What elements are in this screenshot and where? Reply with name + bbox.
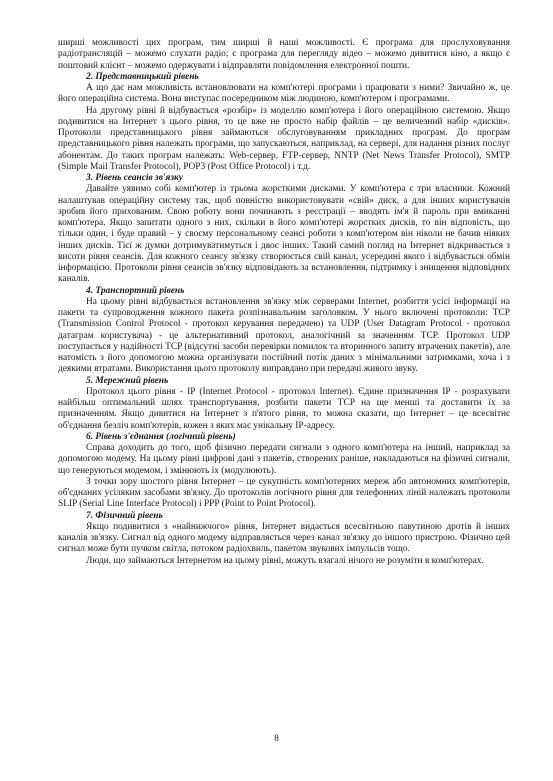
page-content [58, 38, 510, 567]
paragraph: А що дає нам можливість встановлювати на комп'ютері програми і працювати з ними? Звичайно ж, це його операційна система. Вона виступає посередником між людиною, комп'ютером і програмами. [58, 83, 510, 105]
paragraph: З точки зору шостого рівня Інтернет – це сукупність комп'ютерних мереж або автономних комп'ютерів, об'єднаних усіляким засобами зв'язку. До протоколів логічного рівня для телефонних ліній належать протоколи SLIP (Serial Line Interface Protocol) і PPP (Point to Point Protocol). [58, 476, 510, 510]
paragraph: На цьому рівні відбувається встановлення зв'язку між серверами Internet, розбиття усієї інформації на пакети та супроводження кожного пакета розпізнавальним заголовком. У нього включені протоколи: TCP (Transmission Control Protocol - протокол керування передачею) та UDP (User Datagram Protocol - протокол датаграм користувача) - це альтернативний протокол, аналогічний за значенням TCP. Протокол UDP поступається у надійності TCP (відсутні засоби перевірки помилок та вторинного запиту втрачених пакетів), але натомість з його допомогою можна організувати постійний потік даних з мінімальними затримками, хоча і з деякими втратами. Використання цього протоколу виправдано при передачі живого звуку. [58, 296, 510, 375]
section-heading-physical-level: 7. Фізичний рівень [86, 510, 163, 521]
paragraph: Люди, що займаються Інтернетом на цьому рівні, можуть взагалі нічого не розуміти в комп'ютерах. [86, 555, 484, 566]
section-heading-link-level: 6. Рівень з'єднання (логічний рівень) [86, 431, 236, 442]
paragraph: Якщо подивитися з «найнижчого» рівня, Інтернет видається всесвітньою павутиною дротів й інших каналів зв'язку. Сигнал від одного модему відправляється через канал зв'язку до іншого пристрою. Фізично цей сигнал може бути пучком світла, потоком радіохвиль, пакетом звукових імпульсів тощо. [58, 521, 510, 555]
section-heading-network-level: 5. Мережний рівень [86, 375, 169, 386]
paragraph: Протокол цього рівня - IP (Internet Protocol - протокол Internet). Єдине призначення IP - розрахувати найбільш оптимальний шлях транспортування, розбити пакети TCP на ще менші та доставити їх за призначенням. Якщо дивитися на Інтернет з п'ятого рівня, то можна сказати, що Інтернет – це всесвітнє об'єднання безліч комп'ютерів, кожен з яких має унікальну IP-адресу. [58, 386, 510, 431]
section-heading-session-level: 3. Рівень сеансів зв'язку [86, 173, 183, 183]
paragraph: Справа доходить до того, щоб фізично передати сигнали з одного комп'ютера на інший, наприклад за допомогою модему. На цьому рівні цифрові дані з пакетів, створених раніше, накладаються на фізичні сигнали, що генеруються модемом, і змінюють їх (модулюють). [58, 443, 510, 476]
page-number: 8 [274, 733, 279, 743]
section-heading-transport-level: 4. Транспортний рівень [86, 285, 185, 296]
paragraph: Давайте уявимо собі комп'ютер із трьома жорсткими дисками. У комп'ютера є три власники. Кожний налаштував операційну систему так, щоб повністю використовувати «свій» диск, а для інших користувачів зробив його прихованим. Свою роботу вони починають з реєстрації – вводять ім'я й пароль при вмиканні комп'ютера. Якщо запитати одного з них, скільки в його комп'ютері жорстких дисків, то він відповість, що тільки один, і буде правий – у своєму персональному сеансі роботи з комп'ютером він ніколи не бачив ніяких інших дисків. Тієї ж думки дотримуватимуться і двоє інших. Такий самий погляд на Інтернет відкривається з висоти рівня сеансів. Для кожного сеансу зв'язку створюється свій канал, усередині якого і відбувається обмін інформацією. Протоколи рівня сеансів зв'язку відповідають за встановлення, підтримку і знищення відповідних каналів. [58, 184, 510, 285]
paragraph: На другому рівні й відбувається «розбір» із моделлю комп'ютера і його операційною системою. Якщо подивитися на Інтернет з цього рівня, то це вже не просто набір файлів – це величезний набір «дисків». Протоколи представницького рівня займаються обслуговуванням прикладних програм. До програм представницького рівня належать програми, що запускаються, наприклад, на сервері, для надання різних послуг абонентам. До таких програм належать: Web-сервер, FTP-сервер, NNTP (Net News Transfer Protocol), SMTP (Simple Mail Transfer Protocol), POP3 (Post Office Protocol) і т.д. [58, 105, 510, 172]
paragraph-intro: ширші можливості цих програм, тим ширші й наші можливості. Є програма для прослуховування радіотрансляцій – можемо слухати радіо; є програма для перегляду відео – можемо дивитися кіно, а якщо є поштовий клієнт – можемо одержувати і відправляти повідомлення електронної пошти. [58, 38, 510, 71]
section-heading-presentation-level: 2. Представницький рівень [86, 71, 199, 82]
